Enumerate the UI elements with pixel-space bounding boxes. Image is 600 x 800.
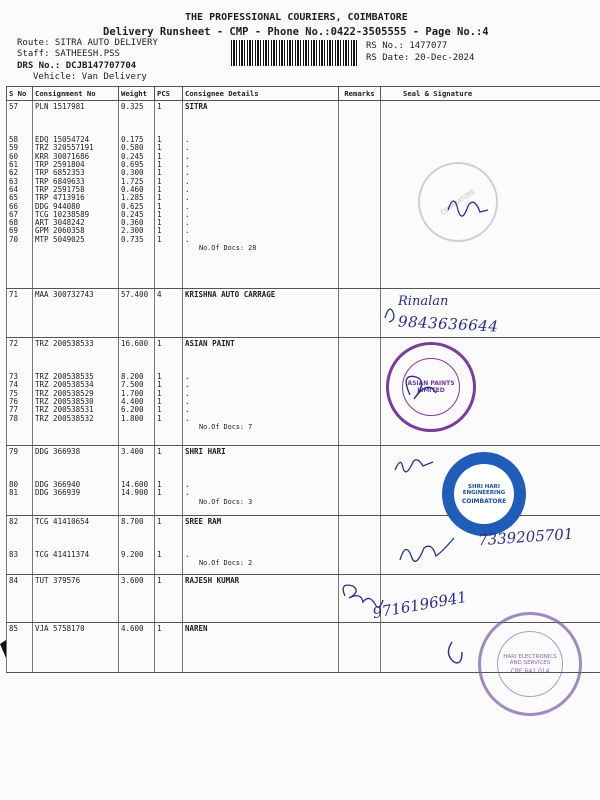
consignee-mark: . (185, 169, 190, 178)
stamp-ring-text: HARI ELECTRONICS AND SERVICES (503, 653, 557, 666)
serial-number (9, 128, 30, 136)
consignment-number (35, 120, 116, 128)
serial-number: 71 (9, 291, 19, 299)
consignment-number (35, 543, 116, 551)
pieces-count: 1 (157, 414, 162, 423)
serial-number: 79 (9, 448, 19, 456)
pieces-count: 1 (157, 551, 162, 560)
pieces-count: 1 (157, 448, 162, 456)
serial-number: 69 (9, 227, 19, 236)
consignment-number: TRZ 200538530 (35, 398, 94, 407)
weight-value (121, 111, 152, 119)
pieces-count: 1 (157, 489, 162, 498)
consignee-mark (185, 535, 336, 543)
cell-consignee (183, 289, 339, 338)
consignee-mark: . (185, 551, 190, 560)
weight-value (121, 535, 152, 543)
weight-value: 0.175 (121, 136, 144, 145)
serial-number: 63 (9, 177, 19, 186)
cell-weight (119, 289, 155, 338)
vehicle-label: Vehicle: Van Delivery (33, 72, 147, 82)
pieces-count: 1 (157, 406, 162, 415)
cell-consignment (33, 516, 119, 575)
consignment-number (35, 348, 116, 356)
consignee-mark: . (185, 177, 190, 186)
serial-number: 76 (9, 398, 19, 407)
runsheet-subtitle: Delivery Runsheet - CMP - Phone No.:0422-3505555 - Page No.:4 (103, 26, 489, 38)
weight-value: 0.245 (121, 210, 144, 219)
pieces-count (157, 535, 180, 543)
cell-weight (119, 101, 155, 289)
serial-number: 61 (9, 161, 19, 170)
table-header-row (7, 87, 600, 101)
weight-value (121, 348, 152, 356)
cell-consignment (33, 446, 119, 516)
consignment-number: KRR 30071686 (35, 152, 90, 161)
weight-value: 0.460 (121, 185, 144, 194)
weight-value: 7.500 (121, 381, 144, 390)
pieces-count: 1 (157, 161, 162, 170)
consignment-number (35, 465, 116, 473)
serial-number: 66 (9, 202, 19, 211)
pieces-count (157, 120, 180, 128)
weight-value: 1.285 (121, 194, 144, 203)
pieces-count: 1 (157, 194, 162, 203)
weight-value (121, 543, 152, 551)
cell-pcs (155, 575, 183, 623)
consignee-mark (185, 357, 336, 365)
pieces-count (157, 348, 180, 356)
col-consignment: Consignment No (33, 87, 119, 101)
stamp-center-text: COIMBATORE (461, 497, 507, 505)
consignment-number: TRP 2591758 (35, 185, 85, 194)
serial-number: 72 (9, 340, 19, 348)
handwritten-phone: 9716196941 (371, 587, 469, 623)
consignment-number: TRZ 320557191 (35, 144, 94, 153)
company-title: THE PROFESSIONAL COURIERS, COIMBATORE (185, 12, 408, 23)
serial-number (9, 120, 30, 128)
consignment-number: TCG 41410654 (35, 518, 90, 526)
cell-remarks (339, 623, 381, 673)
serial-number: 82 (9, 518, 19, 526)
asian-paints-stamp (386, 342, 476, 432)
handwritten-name: Rinalan (398, 294, 449, 309)
cell-consignee (183, 516, 339, 575)
col-sno: S No (7, 87, 33, 101)
docs-count: No.Of Docs: 7 (199, 422, 253, 431)
consignment-number: TUT 379576 (35, 577, 81, 585)
cell-pcs (155, 623, 183, 673)
pieces-count: 1 (157, 389, 162, 398)
serial-number (9, 473, 30, 481)
weight-value: 4.600 (121, 625, 144, 633)
weight-value: 16.600 (121, 340, 149, 348)
consignment-number (35, 535, 116, 543)
consignment-number: ART 3048242 (35, 219, 85, 228)
consignee-mark (185, 120, 336, 128)
consignee-mark: . (185, 389, 190, 398)
serial-number: 67 (9, 210, 19, 219)
pieces-count (157, 473, 180, 481)
consignee-mark: . (185, 406, 190, 415)
consignment-number: TRZ 200538532 (35, 414, 94, 423)
cell-weight (119, 516, 155, 575)
cell-remarks (339, 446, 381, 516)
serial-number: 80 (9, 481, 19, 490)
pieces-count (157, 543, 180, 551)
cell-pcs (155, 338, 183, 446)
consignee-name: ASIAN PAINT (185, 340, 235, 348)
serial-number: 83 (9, 551, 19, 560)
pieces-count: 1 (157, 373, 162, 382)
weight-value: 4.400 (121, 398, 144, 407)
serial-number: 58 (9, 136, 19, 145)
pieces-count: 1 (157, 577, 162, 585)
consignment-number (35, 456, 116, 464)
consignee-mark: . (185, 161, 190, 170)
cell-pcs (155, 516, 183, 575)
consignee-mark: . (185, 202, 190, 211)
cell-pcs (155, 446, 183, 516)
consignee-mark (185, 365, 336, 373)
consignment-number: DDG 944080 (35, 202, 81, 211)
weight-value (121, 465, 152, 473)
consignment-number: MTP 5049025 (35, 235, 85, 244)
cell-consignment (33, 338, 119, 446)
serial-number (9, 543, 30, 551)
consignee-name: KRISHNA AUTO CARRAGE (185, 291, 276, 299)
cell-weight (119, 623, 155, 673)
cell-pcs (155, 101, 183, 289)
serial-number: 73 (9, 373, 19, 382)
consignee-mark: . (185, 194, 190, 203)
weight-value: 0.360 (121, 219, 144, 228)
serial-number (9, 535, 30, 543)
pieces-count: 1 (157, 625, 162, 633)
stamp-text: ASIAN PAINTS LIMITED (407, 380, 455, 394)
consignment-number: TCG 10238589 (35, 210, 90, 219)
pieces-count: 1 (157, 227, 162, 236)
cell-consignment (33, 289, 119, 338)
consignee-mark (185, 526, 336, 534)
weight-value: 0.245 (121, 152, 144, 161)
consignment-number (35, 526, 116, 534)
pieces-count: 1 (157, 398, 162, 407)
col-weight: Weight (119, 87, 155, 101)
col-remarks: Remarks (339, 87, 381, 101)
consignee-mark: . (185, 235, 190, 244)
staff-label: Staff: SATHEESH.PSS (17, 49, 120, 59)
consignee-mark: . (185, 398, 190, 407)
col-pcs: PCS (155, 87, 183, 101)
weight-value: 0.695 (121, 161, 144, 170)
cell-sno (7, 338, 33, 446)
consignee-mark (185, 465, 336, 473)
col-consignee: Consignee Details (183, 87, 339, 101)
consignment-number: TRP 6849633 (35, 177, 85, 186)
drs-number: DRS No.: DCJB147707704 (17, 61, 137, 71)
serial-number: 68 (9, 219, 19, 228)
consignee-mark: . (185, 185, 190, 194)
weight-value: 14.600 (121, 481, 149, 490)
serial-number: 75 (9, 389, 19, 398)
table-row (7, 289, 600, 338)
docs-count: No.Of Docs: 2 (199, 559, 253, 568)
pieces-count (157, 111, 180, 119)
consignee-mark: . (185, 152, 190, 161)
weight-value: 3.400 (121, 448, 144, 456)
consignment-number: DDG 366938 (35, 448, 81, 456)
pieces-count (157, 465, 180, 473)
weight-value: 8.700 (121, 518, 144, 526)
pieces-count (157, 357, 180, 365)
weight-value: 0.625 (121, 202, 144, 211)
col-seal-signature: Seal & Signature (381, 87, 600, 101)
serial-number: 74 (9, 381, 19, 390)
consignee-mark: . (185, 381, 190, 390)
consignee-mark (185, 543, 336, 551)
cell-sno (7, 446, 33, 516)
pieces-count: 1 (157, 381, 162, 390)
serial-number: 65 (9, 194, 19, 203)
weight-value: 1.725 (121, 177, 144, 186)
serial-number (9, 526, 30, 534)
serial-number (9, 465, 30, 473)
cell-consignee (183, 623, 339, 673)
consignment-number: MAA 300732743 (35, 291, 94, 299)
consignment-number: TRZ 200538533 (35, 340, 94, 348)
cell-weight (119, 575, 155, 623)
cell-remarks (339, 516, 381, 575)
consignment-number (35, 128, 116, 136)
runsheet-table (6, 86, 600, 673)
weight-value: 1.700 (121, 389, 144, 398)
consignee-mark: . (185, 144, 190, 153)
weight-value (121, 473, 152, 481)
serial-number: 78 (9, 414, 19, 423)
barcode-image (231, 40, 359, 66)
consignee-mark: . (185, 373, 190, 382)
serial-number (9, 111, 30, 119)
cell-sno (7, 101, 33, 289)
serial-number: 60 (9, 152, 19, 161)
pieces-count: 1 (157, 202, 162, 211)
hari-electronics-stamp (478, 612, 582, 716)
consignee-name: SHRI HARI (185, 448, 226, 456)
serial-number: 70 (9, 235, 19, 244)
cell-consignee (183, 338, 339, 446)
cell-consignment (33, 575, 119, 623)
serial-number: 81 (9, 489, 19, 498)
consignment-number: TRZ 200538529 (35, 389, 94, 398)
consignment-number (35, 111, 116, 119)
weight-value (121, 526, 152, 534)
serial-number: 84 (9, 577, 19, 585)
weight-value: 0.300 (121, 169, 144, 178)
pieces-count: 1 (157, 103, 162, 111)
consignment-number: TRZ 200538534 (35, 381, 94, 390)
consignment-number (35, 473, 116, 481)
serial-number: 59 (9, 144, 19, 153)
consignee-name: SREE RAM (185, 518, 222, 526)
cell-remarks (339, 101, 381, 289)
weight-value: 0.735 (121, 235, 144, 244)
weight-value: 14.900 (121, 489, 149, 498)
serial-number: 77 (9, 406, 19, 415)
consignment-number: TCG 41411374 (35, 551, 90, 560)
consignee-mark: . (185, 227, 190, 236)
consignee-mark: . (185, 414, 190, 423)
cell-sno (7, 623, 33, 673)
rs-number: RS No.: 1477077 (366, 41, 448, 51)
docs-count: No.Of Docs: 28 (199, 244, 257, 253)
table-row (7, 338, 600, 446)
consignee-mark (185, 473, 336, 481)
pieces-count (157, 456, 180, 464)
pieces-count: 1 (157, 219, 162, 228)
consignment-number: EDQ 15054724 (35, 136, 90, 145)
pieces-count: 1 (157, 185, 162, 194)
weight-value: 2.300 (121, 227, 144, 236)
weight-value: 9.200 (121, 551, 144, 560)
consignment-number: DDG 366939 (35, 489, 81, 498)
pieces-count (157, 128, 180, 136)
stamp-text: COIMBATORE (439, 187, 477, 217)
weight-value (121, 357, 152, 365)
handwritten-phone: 7339205701 (477, 524, 574, 550)
docs-count: No.Of Docs: 3 (199, 497, 253, 506)
cell-sno (7, 289, 33, 338)
consignment-number: TRZ 200538535 (35, 373, 94, 382)
consignment-number (35, 365, 116, 373)
pieces-count: 1 (157, 177, 162, 186)
cell-consignment (33, 101, 119, 289)
pieces-count: 4 (157, 291, 162, 299)
stamp-center-text: CBE 641 014 (510, 667, 550, 675)
rs-date: RS Date: 20-Dec-2024 (366, 53, 475, 63)
cell-weight (119, 338, 155, 446)
consignment-number: TRZ 200538531 (35, 406, 94, 415)
weight-value (121, 365, 152, 373)
cell-remarks (339, 289, 381, 338)
weight-value (121, 456, 152, 464)
serial-number (9, 348, 30, 356)
pieces-count: 1 (157, 340, 162, 348)
consignment-number: DDG 366940 (35, 481, 81, 490)
consignee-mark (185, 456, 336, 464)
consignment-number: PLN 1517981 (35, 103, 85, 111)
consignment-number: GPM 2060358 (35, 227, 85, 236)
pieces-count (157, 365, 180, 373)
consignee-mark (185, 111, 336, 119)
consignee-mark: . (185, 489, 190, 498)
serial-number: 62 (9, 169, 19, 178)
pieces-count: 1 (157, 235, 162, 244)
consignee-mark (185, 128, 336, 136)
cell-remarks (339, 338, 381, 446)
consignee-name: RAJESH KUMAR (185, 577, 240, 585)
weight-value: 1.800 (121, 414, 144, 423)
serial-number: 85 (9, 625, 19, 633)
consignee-mark: . (185, 136, 190, 145)
cell-consignment (33, 623, 119, 673)
weight-value (121, 120, 152, 128)
serial-number: 64 (9, 185, 19, 194)
serial-number (9, 365, 30, 373)
consignment-number: TRP 4713916 (35, 194, 85, 203)
weight-value: 3.600 (121, 577, 144, 585)
cell-sno (7, 575, 33, 623)
cell-consignee (183, 101, 339, 289)
consignment-number: TRP 2591804 (35, 161, 85, 170)
route-label: Route: SITRA AUTO DELIVERY (17, 38, 158, 48)
shri-hari-stamp (442, 452, 526, 536)
consignment-number: TRP 6852353 (35, 169, 85, 178)
cell-consignee (183, 446, 339, 516)
weight-value: 0.580 (121, 144, 144, 153)
consignee-mark: . (185, 219, 190, 228)
pieces-count: 1 (157, 169, 162, 178)
consignee-name: SITRA (185, 103, 208, 111)
weight-value: 6.200 (121, 406, 144, 415)
weight-value: 57.400 (121, 291, 149, 299)
serial-number (9, 456, 30, 464)
serial-number (9, 357, 30, 365)
cell-pcs (155, 289, 183, 338)
consignment-number (35, 357, 116, 365)
consignee-mark: . (185, 481, 190, 490)
pieces-count (157, 526, 180, 534)
pieces-count: 1 (157, 210, 162, 219)
pieces-count: 1 (157, 136, 162, 145)
table-row (7, 101, 600, 289)
pieces-count: 1 (157, 518, 162, 526)
pieces-count: 1 (157, 481, 162, 490)
cell-weight (119, 446, 155, 516)
pieces-count: 1 (157, 152, 162, 161)
weight-value (121, 128, 152, 136)
cell-sno (7, 516, 33, 575)
pieces-count: 1 (157, 144, 162, 153)
serial-number: 57 (9, 103, 19, 111)
consignee-name: NAREN (185, 625, 208, 633)
handwritten-phone: 9843636644 (397, 312, 499, 336)
weight-value: 0.325 (121, 103, 144, 111)
consignment-number: VJA 5758170 (35, 625, 85, 633)
consignee-mark (185, 348, 336, 356)
stamp-ring-text: SHRI HARI ENGINEERING (462, 483, 506, 496)
cell-consignee (183, 575, 339, 623)
consignee-mark: . (185, 210, 190, 219)
weight-value: 8.200 (121, 373, 144, 382)
